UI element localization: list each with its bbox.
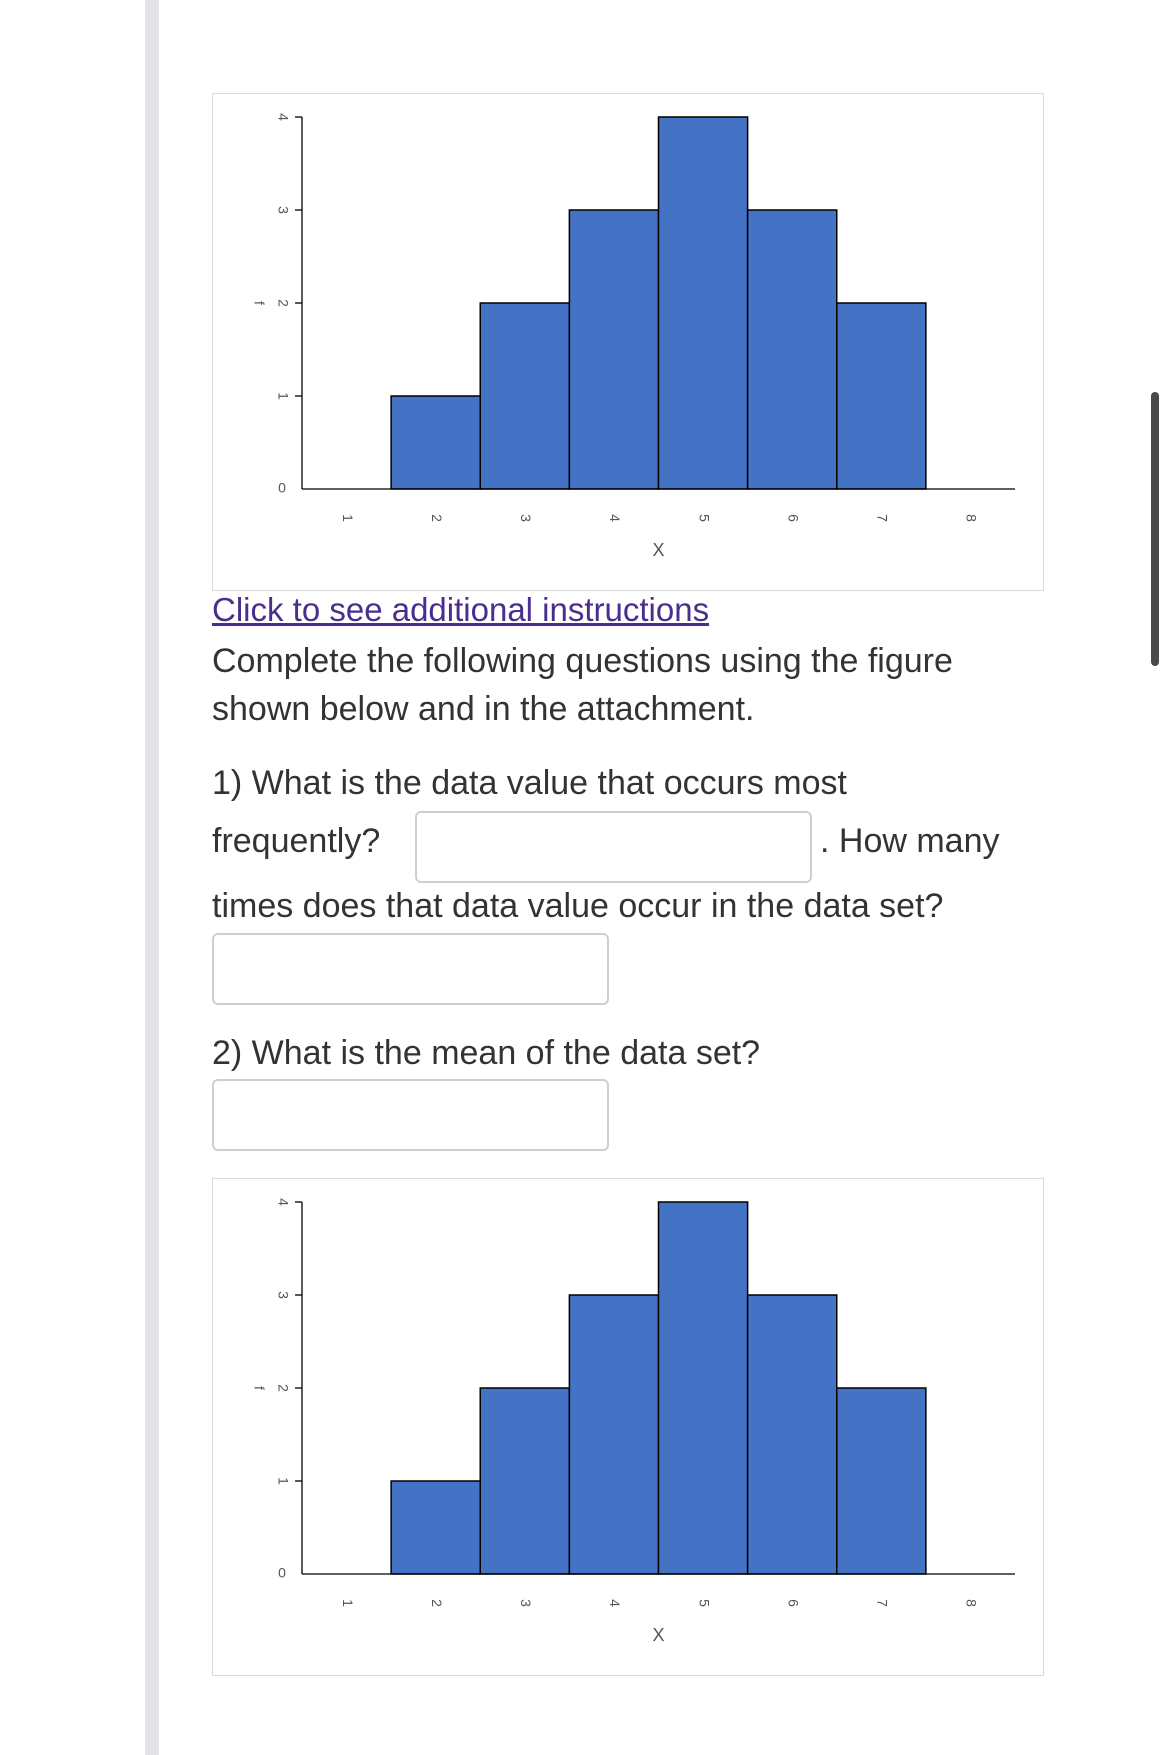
histogram-bar: [569, 210, 658, 489]
histogram-bar: [837, 1388, 926, 1574]
occurrence-count-input[interactable]: [212, 933, 609, 1005]
x-tick-label: 4: [607, 1599, 624, 1607]
histogram-figure-top: [212, 93, 1044, 591]
histogram-bar: [391, 1481, 480, 1574]
question-1-text-frequently: frequently?: [212, 822, 381, 860]
scrollbar-thumb[interactable]: [1151, 392, 1159, 666]
y-tick-label: 0: [278, 479, 286, 496]
y-tick-label: 1: [275, 1477, 292, 1485]
x-tick-label: 5: [696, 1599, 713, 1607]
y-tick-label: 2: [275, 1384, 292, 1392]
y-tick-label: 4: [275, 113, 292, 121]
x-tick-label: 6: [785, 1599, 802, 1607]
question-1-text-line-1: 1) What is the data value that occurs most: [212, 764, 847, 802]
histogram-chart-top: [213, 94, 1045, 592]
histogram-bar: [480, 303, 569, 489]
histogram-figure-bottom: [212, 1178, 1044, 1676]
instructions-line-2: shown below and in the attachment.: [212, 690, 755, 728]
x-tick-label: 5: [696, 514, 713, 522]
x-tick-label: 7: [874, 1599, 891, 1607]
y-tick-label: 3: [275, 206, 292, 214]
page-side-rail: [145, 0, 159, 1755]
histogram-bar: [748, 1295, 837, 1574]
histogram-chart-bottom: [213, 1179, 1045, 1677]
y-tick-label: 1: [275, 392, 292, 400]
histogram-bar: [748, 210, 837, 489]
x-tick-label: 8: [963, 1599, 980, 1607]
y-tick-label: 0: [278, 1564, 286, 1581]
histogram-bar: [659, 1202, 748, 1574]
x-tick-label: 2: [428, 1599, 445, 1607]
most-frequent-value-input[interactable]: [415, 811, 812, 883]
question-2-text: 2) What is the mean of the data set?: [212, 1034, 761, 1072]
x-tick-label: 7: [874, 514, 891, 522]
mean-input[interactable]: [212, 1079, 609, 1151]
y-tick-label: 4: [275, 1198, 292, 1206]
y-axis-title: f: [251, 301, 268, 305]
x-axis-title: X: [652, 539, 665, 560]
x-tick-label: 8: [963, 514, 980, 522]
question-1-text-how-many: . How many: [820, 822, 1000, 860]
histogram-bar: [391, 396, 480, 489]
x-tick-label: 2: [428, 514, 445, 522]
histogram-bar: [837, 303, 926, 489]
x-tick-label: 4: [607, 514, 624, 522]
x-tick-label: 3: [518, 1599, 535, 1607]
additional-instructions-link[interactable]: Click to see additional instructions: [212, 591, 710, 628]
x-tick-label: 3: [518, 514, 535, 522]
x-axis-title: X: [652, 1624, 665, 1645]
x-tick-label: 1: [339, 514, 356, 522]
histogram-bar: [659, 117, 748, 489]
histogram-bar: [569, 1295, 658, 1574]
y-tick-label: 3: [275, 1291, 292, 1299]
x-tick-label: 1: [339, 1599, 356, 1607]
y-axis-title: f: [251, 1386, 268, 1390]
question-1-text-line-3: times does that data value occur in the data set?: [212, 887, 944, 925]
instructions-line-1: Complete the following questions using the figure: [212, 642, 953, 680]
x-tick-label: 6: [785, 514, 802, 522]
histogram-bar: [480, 1388, 569, 1574]
y-tick-label: 2: [275, 299, 292, 307]
